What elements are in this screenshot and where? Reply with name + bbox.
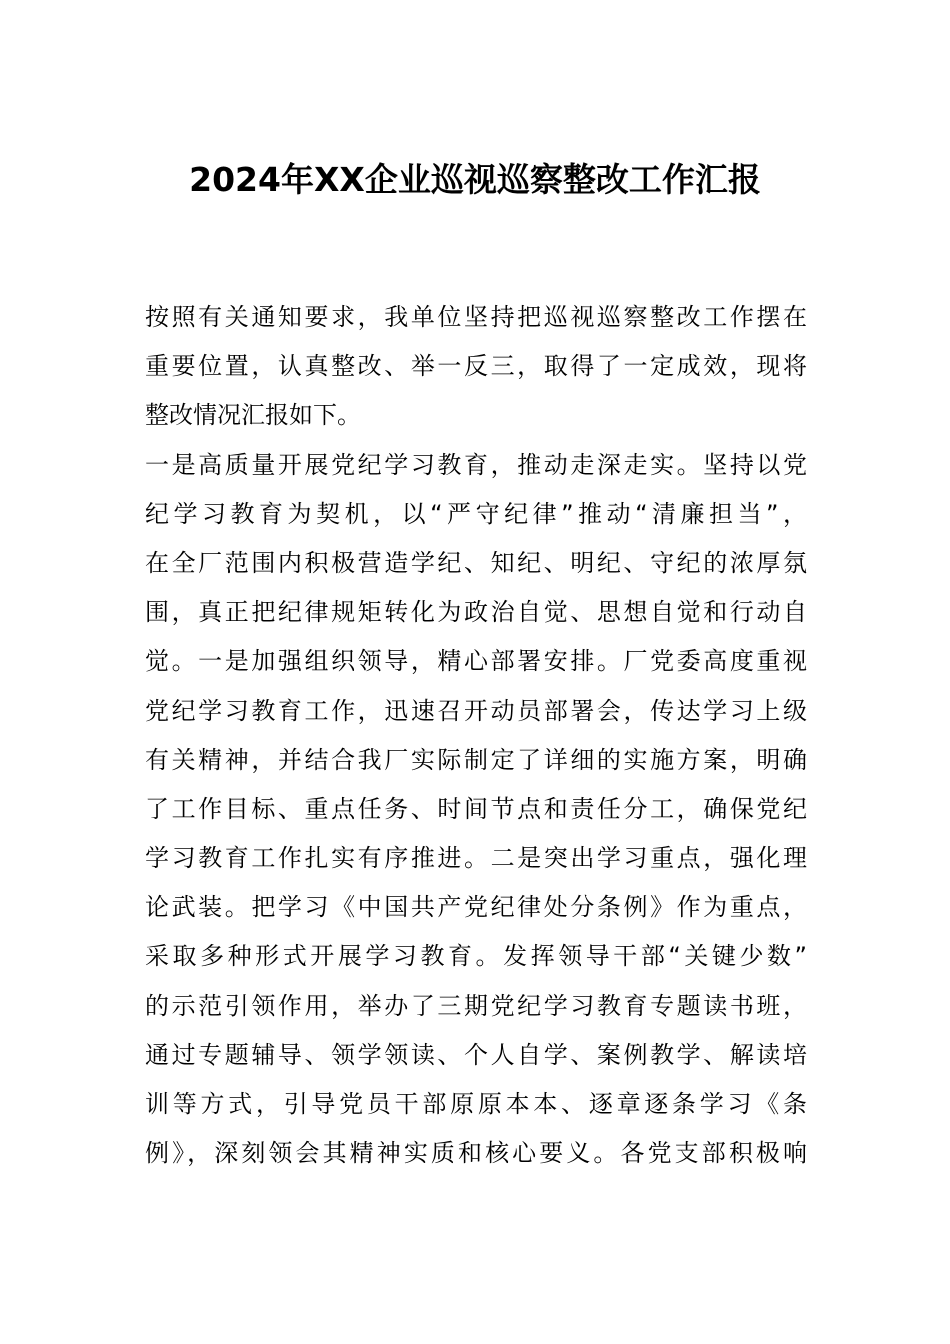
- body-line: 在全厂范围内积极营造学纪、知纪、明纪、守纪的浓厚氛: [145, 548, 807, 577]
- body-line: 党纪学习教育工作，迅速召开动员部署会，传达学习上级: [145, 696, 807, 725]
- body-line: 按照有关通知要求，我单位坚持把巡视巡察整改工作摆在: [145, 303, 807, 331]
- body-line: 围，真正把纪律规矩转化为政治自觉、思想自觉和行动自: [145, 598, 807, 627]
- body-line: 的示范引领作用，举办了三期党纪学习教育专题读书班，: [145, 991, 807, 1020]
- body-line: 了工作目标、重点任务、时间节点和责任分工，确保党纪: [145, 794, 807, 823]
- body-line: 例》，深刻领会其精神实质和核心要义。各党支部积极响: [145, 1139, 807, 1168]
- document-body: [145, 293, 807, 1178]
- body-line: 论武装。把学习《中国共产党纪律处分条例》作为重点，: [145, 893, 807, 922]
- body-line: 整改情况汇报如下。: [145, 401, 361, 430]
- body-line: 纪学习教育为契机，以“严守纪律”推动“清廉担当”，: [145, 499, 807, 528]
- body-line: 训等方式，引导党员干部原原本本、逐章逐条学习《条: [145, 1090, 807, 1118]
- body-line: 采取多种形式开展学习教育。发挥领导干部“关键少数”: [145, 942, 807, 971]
- body-line: 学习教育工作扎实有序推进。二是突出学习重点，强化理: [145, 844, 807, 873]
- body-line: 通过专题辅导、领学领读、个人自学、案例教学、解读培: [145, 1040, 807, 1069]
- document-title: 2024年XX企业巡视巡察整改工作汇报: [189, 160, 761, 199]
- body-line: 重要位置，认真整改、举一反三，取得了一定成效，现将: [145, 352, 807, 381]
- body-line: 有关精神，并结合我厂实际制定了详细的实施方案，明确: [145, 745, 807, 774]
- body-line: 觉。一是加强组织领导，精心部署安排。厂党委高度重视: [145, 647, 807, 676]
- body-line: 一是高质量开展党纪学习教育，推动走深走实。坚持以党: [145, 450, 807, 479]
